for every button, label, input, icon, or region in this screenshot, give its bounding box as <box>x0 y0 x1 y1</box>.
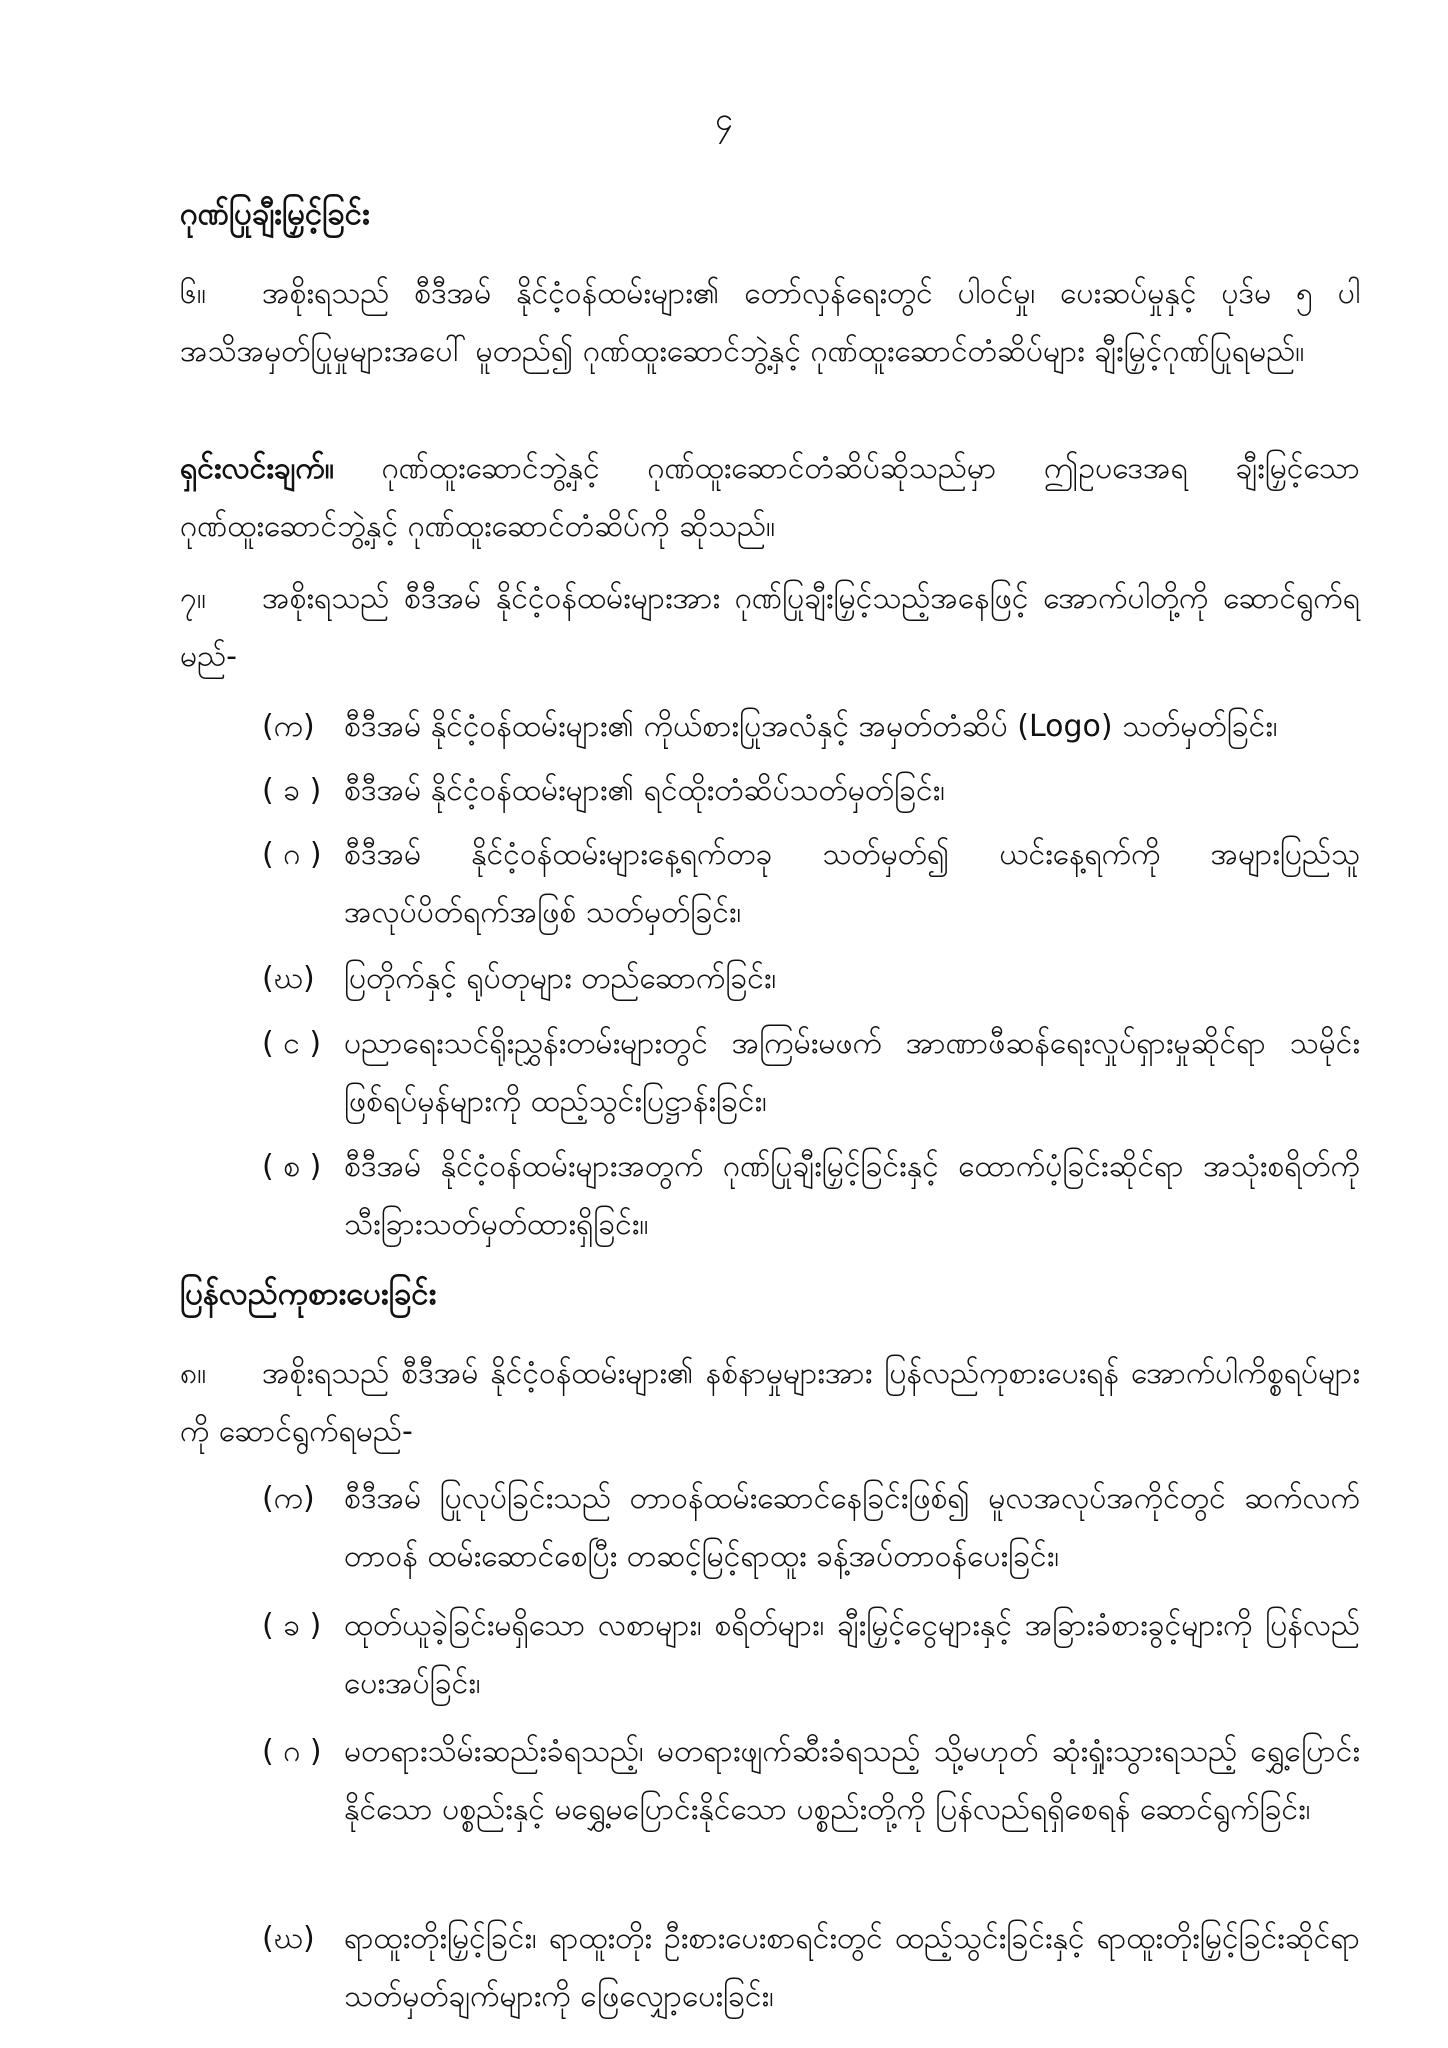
list-item-text: စီဒီအမ် နိုင်ငံ့ဝန်ထမ်းများ၏ ရင်ထိုးတံဆိပ်သတ်မှတ်ခြင်း၊ <box>344 773 946 808</box>
page-number: ၄ <box>715 100 733 138</box>
paragraph-number: ၆။ <box>180 276 206 311</box>
list-marker: ( ခ ) <box>262 1608 322 1643</box>
paragraph-6 <box>180 265 1360 381</box>
list-item <box>262 762 1360 820</box>
paragraph-7 <box>180 570 1360 686</box>
list-marker: ( စ ) <box>262 1149 322 1184</box>
list-marker: (ဃ) <box>262 961 315 996</box>
section-heading-redress: ပြန်လည်ကုစားပေးခြင်း <box>180 1276 437 1312</box>
explanation-label: ရှင်းလင်းချက်။ <box>180 451 334 486</box>
list-item <box>262 1597 1360 1713</box>
paragraph-number: ၈။ <box>180 1356 207 1391</box>
list-marker: ( င ) <box>262 1026 322 1061</box>
list-marker: (က) <box>262 1481 315 1516</box>
explanation-text: ဂုဏ်ထူးဆောင်ဘွဲ့နှင့် ဂုဏ်ထူးဆောင်တံဆိပ်ဆိုသည်မှာ ဤဥပဒေအရ ချီးမြှင့်သော ဂုဏ်ထူးဆောင်ဘွဲ့နှင့် ဂုဏ်ထူးဆောင်တံဆိပ်ကို ဆိုသည်။ <box>180 451 1360 544</box>
section-heading-honors: ဂုဏ်ပြုချီးမြှင့်ခြင်း <box>180 196 370 232</box>
paragraph-text: အစိုးရသည် စီဒီအမ် နိုင်ငံ့ဝန်ထမ်းများ၏ တော်လှန်ရေးတွင် ပါဝင်မှု၊ ပေးဆပ်မှုနှင့် ပုဒ်မ ၅ ပါ အသိအမှတ်ပြုမှုများအပေါ် မူတည်၍ ဂုဏ်ထူးဆောင်ဘွဲ့နှင့် ဂုဏ်ထူးဆောင်တံဆိပ်များ ချီးမြှင့်ဂုဏ်ပြုရမည်။ <box>180 276 1360 369</box>
list-item-text: ထုတ်ယူခဲ့ခြင်းမရှိသော လစာများ၊ စရိတ်များ၊ ချီးမြှင့်ငွေများနှင့် အခြားခံစားခွင့်များကို ပြန်လည်ပေးအပ်ခြင်း၊ <box>344 1608 1360 1701</box>
list-item <box>262 1910 1360 2026</box>
list-item-text: စီဒီအမ် နိုင်ငံ့ဝန်ထမ်းများ၏ ကိုယ်စားပြုအလံနှင့် အမှတ်တံဆိပ် (Logo) သတ်မှတ်ခြင်း၊ <box>344 709 1278 744</box>
paragraph-number: ၇။ <box>180 581 206 616</box>
list-item <box>262 950 1360 1008</box>
paragraph-8 <box>180 1345 1360 1461</box>
paragraph-text: အစိုးရသည် စီဒီအမ် နိုင်ငံ့ဝန်ထမ်းများ၏ နစ်နာမှုများအား ပြန်လည်ကုစားပေးရန် အောက်ပါကိစ္စရပ်များကို ဆောင်ရွက်ရမည်- <box>180 1356 1360 1449</box>
list-item <box>262 1015 1360 1131</box>
list-item <box>262 1138 1360 1254</box>
list-item-text: စီဒီအမ် ပြုလုပ်ခြင်းသည် တာဝန်ထမ်းဆောင်နေခြင်းဖြစ်၍ မူလအလုပ်အကိုင်တွင် ဆက်လက်တာဝန် ထမ်းဆောင်စေပြီး တဆင့်မြင့်ရာထူး ခန့်အပ်တာဝန်ပေးခြင်း၊ <box>344 1481 1360 1574</box>
list-marker: ( ဂ ) <box>262 1734 322 1769</box>
list-item-text: ပြတိုက်နှင့် ရုပ်တုများ တည်ဆောက်ခြင်း၊ <box>344 961 777 996</box>
list-item-text: ပညာရေးသင်ရိုးညွှန်းတမ်းများတွင် အကြမ်းမဖက် အာဏာဖီဆန်ရေးလှုပ်ရှားမှုဆိုင်ရာ သမိုင်းဖြစ်ရပ်မှန်များကို ထည့်သွင်းပြဋ္ဌာန်းခြင်း၊ <box>344 1026 1360 1119</box>
list-item-text: စီဒီအမ် နိုင်ငံ့ဝန်ထမ်းများနေ့ရက်တခု သတ်မှတ်၍ ယင်းနေ့ရက်ကို အများပြည်သူ အလုပ်ပိတ်ရက်အဖြစ် သတ်မှတ်ခြင်း၊ <box>344 837 1360 930</box>
list-item-text: ရာထူးတိုးမြှင့်ခြင်း၊ ရာထူးတိုး ဦးစားပေးစာရင်းတွင် ထည့်သွင်းခြင်းနှင့် ရာထူးတိုးမြှင့်ခြင်းဆိုင်ရာ သတ်မှတ်ချက်များကို ဖြေလျှော့ပေးခြင်း၊ <box>344 1921 1360 2014</box>
list-item <box>262 698 1360 756</box>
list-marker: (က) <box>262 709 315 744</box>
list-marker: ( ခ ) <box>262 773 322 808</box>
list-item-text: စီဒီအမ် နိုင်ငံ့ဝန်ထမ်းများအတွက် ဂုဏ်ပြုချီးမြှင့်ခြင်းနှင့် ထောက်ပံ့ခြင်းဆိုင်ရာ အသုံးစရိတ်ကို သီးခြားသတ်မှတ်ထားရှိခြင်း။ <box>344 1149 1360 1242</box>
list-marker: ( ဂ ) <box>262 837 322 872</box>
list-item <box>262 826 1360 942</box>
explanation <box>180 440 1360 556</box>
list-item-text: မတရားသိမ်းဆည်းခံရသည့်၊ မတရားဖျက်ဆီးခံရသည့် သို့မဟုတ် ဆုံးရှုံးသွားရသည့် ရွှေ့ပြောင်းနိုင်သော ပစ္စည်းနှင့် မရွှေ့မပြောင်းနိုင်သော ပစ္စည်းတို့ကို ပြန်လည်ရရှိစေရန် ဆောင်ရွက်ခြင်း၊ <box>344 1734 1360 1827</box>
list-marker: (ဃ) <box>262 1921 315 1956</box>
paragraph-text: အစိုးရသည် စီဒီအမ် နိုင်ငံ့ဝန်ထမ်းများအား ဂုဏ်ပြုချီးမြှင့်သည့်အနေဖြင့် အောက်ပါတို့ကို ဆောင်ရွက်ရမည်- <box>180 581 1360 674</box>
list-item <box>262 1470 1360 1586</box>
list-item <box>262 1723 1360 1839</box>
